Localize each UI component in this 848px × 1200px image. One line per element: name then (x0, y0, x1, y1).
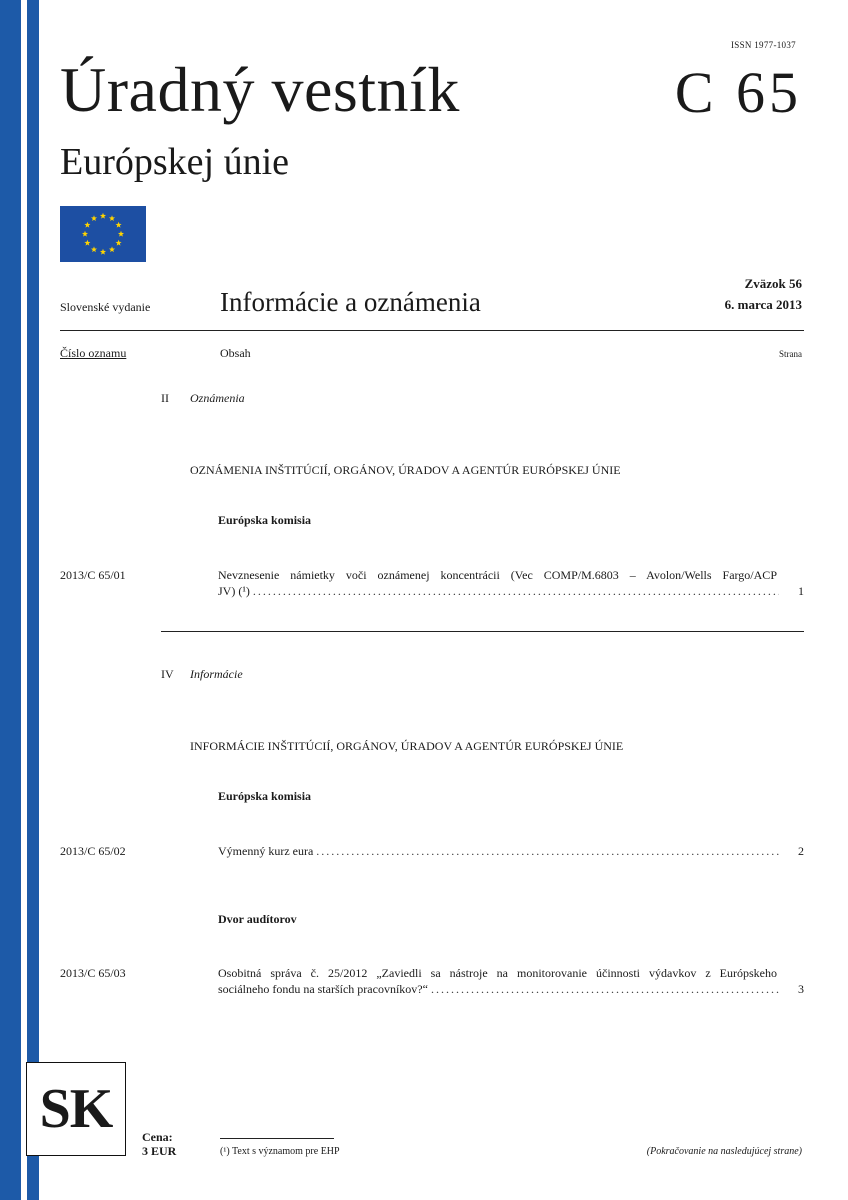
institution-name: Dvor audítorov (218, 912, 297, 926)
section-divider (161, 631, 804, 632)
part-name: Informácie (190, 667, 243, 681)
eu-flag-icon (60, 206, 146, 262)
toc-entry-page: 2 (798, 844, 804, 858)
toc-entry-title[interactable] (218, 567, 804, 599)
star-icon (100, 213, 106, 219)
footnote: (¹) Text s významom pre EHP (220, 1146, 340, 1157)
language-badge (26, 1062, 126, 1156)
journal-title: Úradný vestník (60, 54, 460, 125)
star-icon (118, 231, 124, 237)
toc-notice-no-header: Číslo oznamu (60, 346, 127, 360)
star-icon (109, 215, 115, 221)
part-heading: OZNÁMENIA INŠTITÚCIÍ, ORGÁNOV, ÚRADOV A AGENTÚR EURÓPSKEJ ÚNIE (190, 463, 621, 477)
star-icon (116, 222, 122, 228)
price-value: 3 EUR (142, 1144, 177, 1158)
star-icon (109, 246, 115, 252)
part-heading: INFORMÁCIE INŠTITÚCIÍ, ORGÁNOV, ÚRADOV A AGENTÚR EURÓPSKEJ ÚNIE (190, 739, 624, 753)
toc-entry-page: 3 (798, 982, 804, 996)
part-numeral: II (161, 391, 169, 405)
toc-entry-page: 1 (798, 584, 804, 598)
language-code: SK (39, 1078, 113, 1140)
institution-name: Európska komisia (218, 789, 312, 803)
star-icon (91, 215, 97, 221)
left-bar-inner (27, 0, 39, 1200)
toc-entry-code: 2013/C 65/01 (60, 568, 126, 582)
toc-contents-header: Obsah (220, 346, 251, 360)
toc-page-header: Strana (779, 349, 802, 359)
issue-number: C 65 (674, 60, 802, 125)
toc-entry-line1: Nevznesenie námietky voči oznámenej koncentrácii (Vec COMP/M.6803 – Avolon/Wells Fargo/ACP (218, 568, 777, 582)
journal-subtitle: Európskej únie (60, 141, 290, 183)
edition-label: Slovenské vydanie (60, 300, 151, 314)
star-icon (84, 222, 90, 228)
star-icon (116, 240, 122, 246)
toc-entry-code: 2013/C 65/03 (60, 966, 126, 980)
toc-entry-line2: JV) (¹) ..... 1 (218, 583, 804, 599)
institution-name: Európska komisia (218, 513, 312, 527)
issn: ISSN 1977-1037 (731, 40, 796, 50)
issue-date: 6. marca 2013 (724, 297, 802, 312)
toc-entry-code: 2013/C 65/02 (60, 844, 126, 858)
volume: Zväzok 56 (744, 276, 802, 291)
price-label: Cena: (142, 1130, 173, 1144)
star-icon (84, 240, 90, 246)
part-name: Oznámenia (190, 391, 245, 405)
toc-entry-line2: sociálneho fondu na starších pracovníkov?“ ..... 3 (218, 981, 804, 997)
left-bar-outer (0, 0, 21, 1200)
star-icon (82, 231, 88, 237)
star-icon (100, 249, 106, 255)
continued-note: (Pokračovanie na nasledujúcej strane) (646, 1146, 802, 1157)
toc-entry-line1: Osobitná správa č. 25/2012 „Zaviedli sa nástroje na monitorovanie účinnosti výdavkov z Európskeho (218, 966, 777, 980)
toc-entry-title[interactable] (218, 965, 804, 997)
section-title: Informácie a oznámenia (220, 287, 481, 317)
star-icon (91, 246, 97, 252)
toc-entry-title[interactable]: Výmenný kurz eura ..... 2 (218, 843, 804, 859)
header-rule (60, 330, 804, 331)
footnote-rule (220, 1138, 334, 1139)
part-numeral: IV (161, 667, 174, 681)
